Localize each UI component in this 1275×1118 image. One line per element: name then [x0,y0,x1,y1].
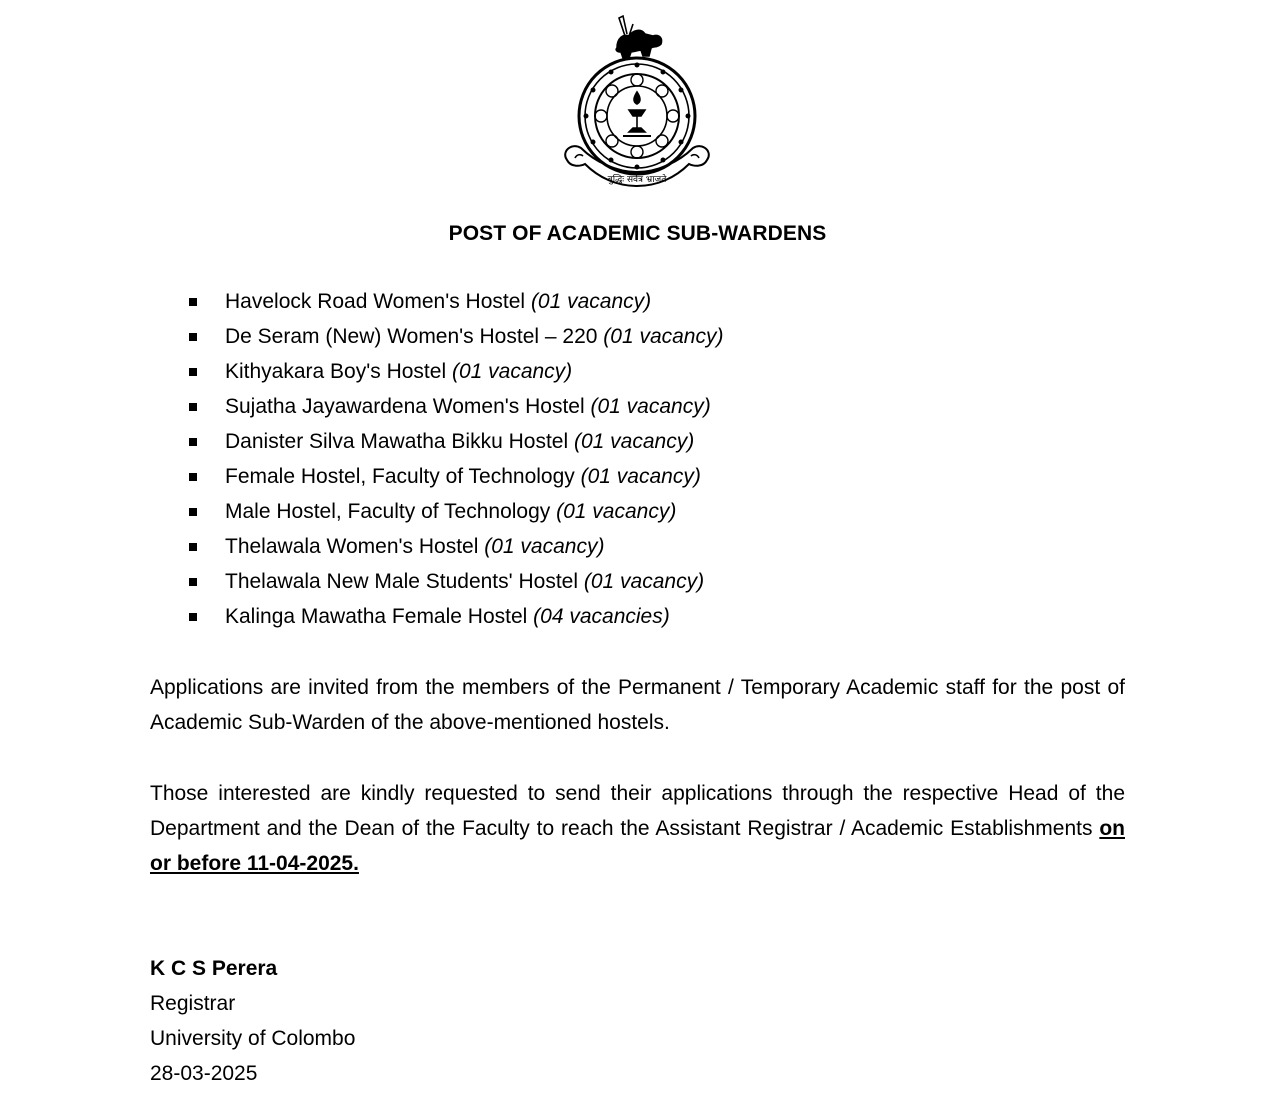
vacancy-count: (01 vacancy) [556,500,677,523]
bullet-icon [189,543,197,551]
bullet-icon [189,403,197,411]
invitation-paragraph: Applications are invited from the members of the Permanent / Temporary Academic staff for the post of Academic Sub-Warden of the above-mentioned hostels. [150,676,1125,734]
hostel-name: Kalinga Mawatha Female Hostel [225,605,528,628]
list-item [150,424,723,459]
signature-block [150,951,355,1091]
bullet-icon [189,368,197,376]
page-title: POST OF ACADEMIC SUB-WARDENS [448,222,827,245]
hostel-name: Kithyakara Boy's Hostel [225,360,447,383]
signatory-institution: University of Colombo [150,1027,356,1050]
hostel-name: Sujatha Jayawardena Women's Hostel [225,395,585,418]
list-item [150,319,723,354]
list-item [150,389,723,424]
instruction-text: Those interested are kindly requested to send their applications through the respective Head of the Department and the Dean of the Faculty to reach the Assistant Registrar / Academic Establishments [150,782,1125,840]
vacancy-count: (01 vacancy) [603,325,724,348]
list-item [150,564,723,599]
vacancy-count: (01 vacancy) [530,290,652,313]
vacancy-count: (01 vacancy) [583,570,705,593]
vacancy-count: (01 vacancy) [580,465,701,488]
list-item [150,599,723,634]
deadline-text: on or before 11-04-2025. [150,817,1125,875]
crest-motto: बुद्धिः सर्वत्र भ्राजते [607,175,667,185]
vacancy-count: (01 vacancy) [484,535,605,558]
signatory-position: Registrar [150,992,236,1015]
instruction-paragraph [150,776,1125,881]
vacancy-count: (01 vacancy) [451,360,573,383]
bullet-icon [189,298,197,306]
university-crest-icon [557,12,717,194]
signatory-name: K C S Perera [150,957,278,980]
list-item [150,529,723,564]
vacancy-count: (01 vacancy) [573,430,695,453]
hostel-list [150,284,723,634]
hostel-name: Danister Silva Mawatha Bikku Hostel [225,430,569,453]
bullet-icon [189,508,197,516]
vacancy-count: (04 vacancies) [533,605,670,628]
hostel-name: Havelock Road Women's Hostel [225,290,526,313]
signature-date: 28-03-2025 [150,1062,258,1085]
list-item [150,354,723,389]
bullet-icon [189,578,197,586]
bullet-icon [189,438,197,446]
list-item [150,494,723,529]
hostel-name: Female Hostel, Faculty of Technology [225,465,575,488]
bullet-icon [189,473,197,481]
list-item [150,284,723,319]
hostel-name: Male Hostel, Faculty of Technology [225,500,551,523]
hostel-name: Thelawala New Male Students' Hostel [225,570,579,593]
hostel-name: De Seram (New) Women's Hostel – 220 [225,325,598,348]
bullet-icon [189,333,197,341]
bullet-icon [189,613,197,621]
vacancy-count: (01 vacancy) [590,395,711,418]
list-item [150,459,723,494]
hostel-name: Thelawala Women's Hostel [225,535,479,558]
